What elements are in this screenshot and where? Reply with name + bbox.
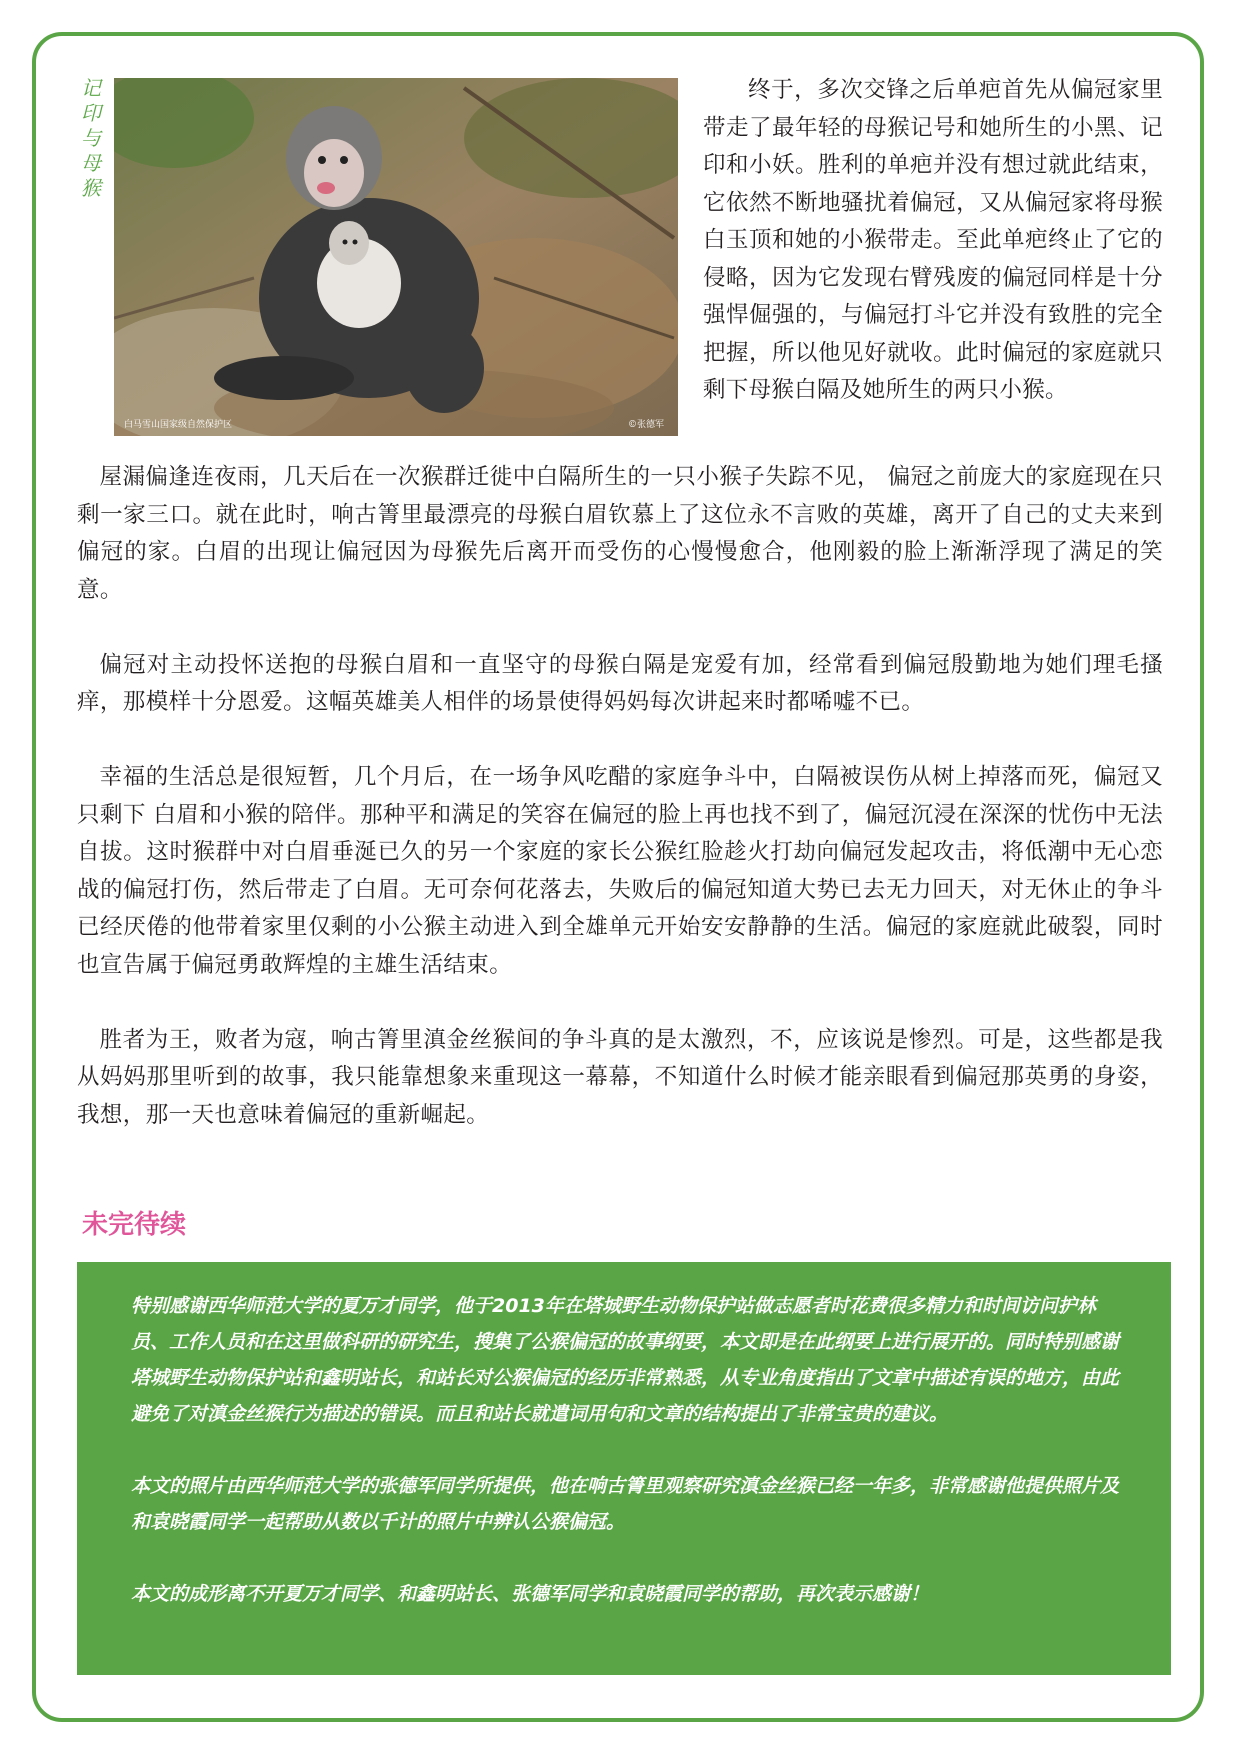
caption-char: 母 — [81, 151, 101, 175]
caption-char: 记 — [81, 76, 101, 100]
body-paragraph: 屋漏偏逢连夜雨，几天后在一次猴群迁徙中白隔所生的一只小猴子失踪不见， 偏冠之前庞大的家庭现在只剩一家三口。就在此时，响古箐里最漂亮的母猴白眉钦慕上了这位永不言败的英雄，离开了自己的丈夫来到偏冠的家。白眉的出现让偏冠因为母猴先后离开而受伤的心慢慢愈合，他刚毅的脸上渐渐浮现了满足的笑意。 — [77, 464, 1163, 603]
caption-char: 印 — [81, 101, 101, 125]
acknowledgement-paragraph: 本文的照片由西华师范大学的张德军同学所提供，他在响古箐里观察研究滇金丝猴已经一年多，非常感谢他提供照片及和袁晓霞同学一起帮助从数以千计的照片中辨认公猴偏冠。 — [131, 1475, 1120, 1533]
monkey-photo-illustration — [114, 78, 678, 436]
body-paragraph: 胜者为王，败者为寇，响古箐里滇金丝猴间的争斗真的是太激烈，不，应该说是惨烈。可是，这些都是我从妈妈那里听到的故事，我只能靠想象来重现这一幕幕，不知道什么时候才能亲眼看到偏冠那英勇的身姿，我想，那一天也意味着偏冠的重新崛起。 — [77, 1026, 1163, 1128]
monkey-mother-photo — [114, 78, 678, 436]
body-paragraph: 偏冠对主动投怀送抱的母猴白眉和一直坚守的母猴白隔是宠爱有加，经常看到偏冠殷勤地为她们理毛搔痒，那模样十分恩爱。这幅英雄美人相伴的场景使得妈妈每次讲起来时都唏嘘不已。 — [77, 651, 1163, 715]
to-be-continued-heading: 未完待续 — [82, 1210, 187, 1240]
acknowledgement-paragraph: 特别感谢西华师范大学的夏万才同学，他于2013年在塔城野生动物保护站做志愿者时花费很多精力和时间访问护林员、工作人员和在这里做科研的研究生，搜集了公猴偏冠的故事纲要，本文即是在此纲要上进行展开的。同时特别感谢塔城野生动物保护站和鑫明站长，和站长对公猴偏冠的经历非常熟悉，从专业角度指出了文章中描述有误的地方，由此避免了对滇金丝猴行为描述的错误。而且和站长就遣词用句和文章的结构提出了非常宝贵的建议。 — [131, 1295, 1120, 1425]
article-body — [77, 459, 1163, 1134]
caption-char: 与 — [81, 126, 101, 150]
photo-credit-left: 白马雪山国家级自然保护区 — [124, 420, 233, 430]
body-paragraph: 幸福的生活总是很短暂，几个月后，在一场争风吃醋的家庭争斗中，白隔被误伤从树上掉落而死，偏冠又只剩下 白眉和小猴的陪伴。那种平和满足的笑容在偏冠的脸上再也找不到了，偏冠沉浸在深深的忧伤中无法自拔。这时猴群中对白眉垂涎已久的另一个家庭的家长公猴红脸趁火打劫向偏冠发起攻击，将低潮中无心恋战的偏冠打伤，然后带走了白眉。无可奈何花落去，失败后的偏冠知道大势已去无力回天，对无休止的争斗已经厌倦的他带着家里仅剩的小公猴主动进入到全雄单元开始安安静静的生活。偏冠的家庭就此破裂，同时也宣告属于偏冠勇敢辉煌的主雄生活结束。 — [77, 764, 1163, 978]
intro-paragraph: 终于，多次交锋之后单疤首先从偏冠家里带走了最年轻的母猴记号和她所生的小黑、记印和小妖。胜利的单疤并没有想过就此结束，它依然不断地骚扰着偏冠，又从偏冠家将母猴白玉顶和她的小猴带走。至此单疤终止了它的侵略，因为它发现右臂残废的偏冠同样是十分强悍倔强的，与偏冠打斗它并没有致胜的完全把握，所以他见好就收。此时偏冠的家庭就只剩下母猴白隔及她所生的两只小猴。 — [703, 77, 1163, 403]
photo-caption-vertical — [76, 76, 106, 201]
acknowledgements-box — [77, 1262, 1171, 1675]
caption-char: 猴 — [81, 176, 101, 200]
photo-credit-right: ©张德军 — [627, 420, 664, 430]
acknowledgement-paragraph: 本文的成形离不开夏万才同学、和鑫明站长、张德军同学和袁晓霞同学的帮助，再次表示感谢！ — [131, 1583, 930, 1605]
